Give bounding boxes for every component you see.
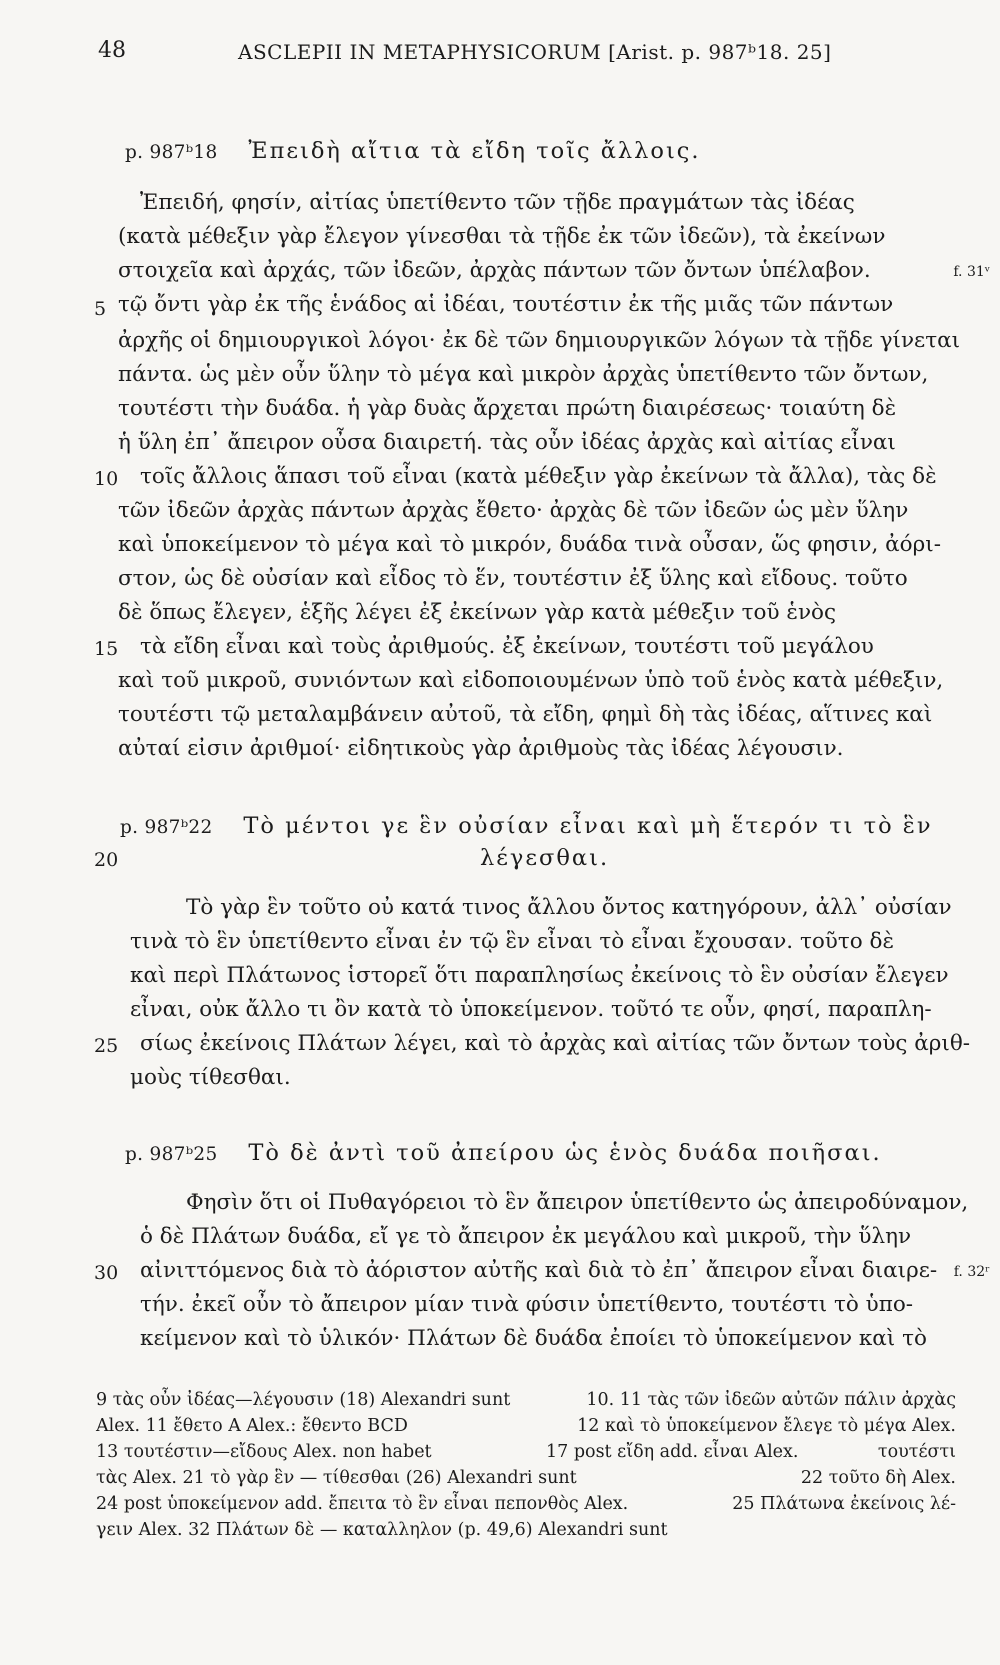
text-line: σίως ἐκείνοις Πλάτων λέγει, καὶ τὸ ἀρχὰς καὶ αἰτίας τῶν ὄντων τοὺς ἀριθ-	[140, 1031, 971, 1056]
text-line: Ἐπειδή, φησίν, αἰτίας ὑπετίθεντο τῶν τῇδε πραγμάτων τὰς ἰδέας	[140, 190, 855, 215]
running-title: ASCLEPII IN METAPHYSICORUM [Arist. p. 987ᵇ18. 25]	[238, 40, 832, 64]
text-line: τοῖς ἄλλοις ἅπασι τοῦ εἶναι (κατὰ μέθεξιν γὰρ ἐκείνων τὰ ἄλλα), τὰς δὲ	[140, 464, 937, 489]
line-number: 5	[94, 298, 107, 320]
line-number: 20	[94, 849, 119, 871]
text-line: στον, ὡς δὲ οὐσίαν καὶ εἶδος τὸ ἕν, τουτέστιν ἐξ ὕλης καὶ εἴδους. τοῦτο	[118, 566, 908, 591]
apparatus-note: 13 τουτέστιν—εἴδους Alex. non habet	[96, 1442, 432, 1462]
line-number: 10	[94, 468, 119, 490]
lemma-continuation	[480, 847, 1000, 870]
text-line: δὲ ὅπως ἔλεγεν, ἑξῆς λέγει ἐξ ἐκείνων γὰρ κατὰ μέθεξιν τοῦ ἑνὸς	[118, 600, 836, 625]
apparatus-note: 22 τοῦτο δὴ Alex.	[800, 1468, 956, 1488]
lemma-text: Ἐπειδὴ αἴτια τὰ εἴδη τοῖς ἄλλοις.	[248, 138, 701, 164]
lemma-text: Τὸ δὲ ἀντὶ τοῦ ἀπείρου ὡς ἑνὸς δυάδα ποιῆσαι.	[248, 1140, 882, 1166]
text-line: στοιχεῖα καὶ ἀρχάς, τῶν ἰδεῶν, ἀρχὰς πάντων τῶν ὄντων ὑπέλαβον.	[118, 258, 871, 283]
line-number: 30	[94, 1262, 119, 1284]
page-number: 48	[98, 38, 126, 63]
lemma-reference: p. 987ᵇ25	[125, 1144, 218, 1165]
lemma-text: Τὸ μέντοι γε ἓν οὐσίαν εἶναι καὶ μὴ ἕτερόν τι τὸ ἓν	[243, 813, 933, 839]
text-line: αἰνιττόμενος διὰ τὸ ἀόριστον αὐτῆς καὶ διὰ τὸ ἐπ᾽ ἄπειρον εἶναι διαιρε-	[140, 1258, 938, 1283]
lemma-reference: p. 987ᵇ22	[120, 817, 213, 838]
apparatus-note: 25 Πλάτωνα ἐκείνοις λέ-	[732, 1494, 956, 1514]
line-number: 25	[94, 1035, 119, 1057]
folio-note: f. 31ᵛ	[953, 264, 990, 280]
apparatus-note: τὰς Alex. 21 τὸ γὰρ ἓν — τίθεσθαι (26) Alexandri sunt	[96, 1468, 577, 1488]
text-line: Φησὶν ὅτι οἱ Πυθαγόρειοι τὸ ἓν ἄπειρον ὑπετίθεντο ὡς ἀπειροδύναμον,	[186, 1190, 969, 1215]
text-line: πάντα. ὡς μὲν οὖν ὕλην τὸ μέγα καὶ μικρὸν ἀρχὰς ὑπετίθεντο τῶν ὄντων,	[118, 362, 929, 387]
text-line: ἡ ὕλη ἐπ᾽ ἄπειρον οὖσα διαιρετή. τὰς οὖν ἰδέας ἀρχὰς καὶ αἰτίας εἶναι	[118, 430, 896, 455]
apparatus-note: 17 post εἴδη add. εἶναι Alex.	[546, 1442, 799, 1462]
text-line: αὐταί εἰσιν ἀριθμοί· εἰδητικοὺς γὰρ ἀριθμοὺς τὰς ἰδέας λέγουσιν.	[118, 736, 844, 761]
folio-note: f. 32ʳ	[953, 1264, 990, 1280]
lemma-reference: p. 987ᵇ18	[125, 142, 218, 163]
lemma-heading	[125, 140, 955, 163]
text-line: (κατὰ μέθεξιν γὰρ ἔλεγον γίνεσθαι τὰ τῇδε ἐκ τῶν ἰδεῶν), τὰ ἐκείνων	[118, 224, 886, 249]
text-line: εἶναι, οὐκ ἄλλο τι ὂν κατὰ τὸ ὑποκείμενον. τοῦτό τε οὖν, φησί, παραπλη-	[130, 997, 932, 1022]
apparatus-note: 12 καὶ τὸ ὑποκείμενον ἔλεγε τὸ μέγα Alex.	[577, 1416, 956, 1436]
text-line: ὁ δὲ Πλάτων δυάδα, εἴ γε τὸ ἄπειρον ἐκ μεγάλου καὶ μικροῦ, τὴν ὕλην	[140, 1224, 912, 1249]
text-line: καὶ τοῦ μικροῦ, συνιόντων καὶ εἰδοποιουμένων ὑπὸ τοῦ ἑνὸς κατὰ μέθεξιν,	[118, 668, 944, 693]
text-line: τουτέστι τῷ μεταλαμβάνειν αὐτοῦ, τὰ εἴδη, φημὶ δὴ τὰς ἰδέας, αἵτινες καὶ	[118, 702, 933, 727]
apparatus-note: γειν Alex. 32 Πλάτων δὲ — καταλληλον (p. 49,6) Alexandri sunt	[96, 1520, 668, 1540]
text-line: καὶ περὶ Πλάτωνος ἱστορεῖ ὅτι παραπλησίως ἐκείνοις τὸ ἓν οὐσίαν ἔλεγεν	[130, 963, 949, 988]
text-line: τῶν ἰδεῶν ἀρχὰς πάντων ἀρχὰς ἔθετο· ἀρχὰς δὲ τῶν ἰδεῶν ὡς μὲν ὕλην	[118, 498, 909, 523]
text-line: τῷ ὄντι γὰρ ἐκ τῆς ἑνάδος αἱ ἰδέαι, τουτέστιν ἐκ τῆς μιᾶς τῶν πάντων	[118, 292, 894, 317]
apparatus-note: Alex. 11 ἔθετο A Alex.: ἔθεντο BCD	[96, 1416, 408, 1436]
apparatus-note: 24 post ὑποκείμενον add. ἔπειτα τὸ ἓν εἶναι πεπονθὸς Alex.	[96, 1494, 629, 1514]
apparatus-note: 9 τὰς οὖν ἰδέας—λέγουσιν (18) Alexandri sunt	[96, 1390, 511, 1410]
text-line: Τὸ γὰρ ἓν τοῦτο οὐ κατά τινος ἄλλου ὄντος κατηγόρουν, ἀλλ᾽ οὐσίαν	[186, 895, 952, 920]
apparatus-note: 10. 11 τὰς τῶν ἰδεῶν αὐτῶν πάλιν ἀρχὰς	[586, 1390, 956, 1410]
lemma-text-continued: λέγεσθαι.	[480, 845, 610, 871]
text-line: τὰ εἴδη εἶναι καὶ τοὺς ἀριθμούς. ἐξ ἐκείνων, τουτέστι τοῦ μεγάλου	[140, 634, 874, 659]
text-line: τήν. ἐκεῖ οὖν τὸ ἄπειρον μίαν τινὰ φύσιν ὑπετίθεντο, τουτέστι τὸ ὑπο-	[140, 1292, 914, 1317]
text-line: μοὺς τίθεσθαι.	[130, 1065, 291, 1090]
line-number: 15	[94, 638, 119, 660]
text-line: καὶ ὑποκείμενον τὸ μέγα καὶ τὸ μικρόν, δυάδα τινὰ οὖσαν, ὥς φησιν, ἀόρι-	[118, 532, 941, 557]
apparatus-note: τουτέστι	[877, 1442, 956, 1462]
lemma-heading	[120, 815, 950, 838]
text-line: ἀρχῆς οἱ δημιουργικοὶ λόγοι· ἐκ δὲ τῶν δημιουργικῶν λόγων τὰ τῇδε γίνεται	[118, 328, 961, 353]
page-header	[98, 38, 940, 68]
text-line: κείμενον καὶ τὸ ὑλικόν· Πλάτων δὲ δυάδα ἐποίει τὸ ὑποκείμενον καὶ τὸ	[140, 1326, 927, 1351]
text-line: τουτέστι τὴν δυάδα. ἡ γὰρ δυὰς ἄρχεται πρώτη διαιρέσεως· τοιαύτη δὲ	[118, 396, 897, 421]
text-line: τινὰ τὸ ἓν ὑπετίθεντο εἶναι ἐν τῷ ἓν εἶναι τὸ εἶναι ἔχουσαν. τοῦτο δὲ	[130, 929, 895, 954]
lemma-heading	[125, 1142, 955, 1165]
